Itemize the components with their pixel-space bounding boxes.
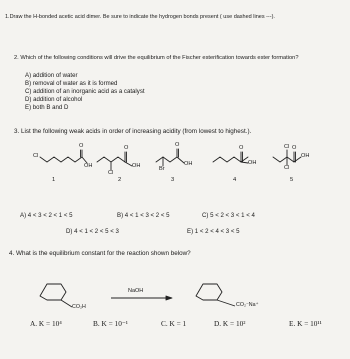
question-3-text: 3. List the following weak acids in order of increasing acidity (from lowest to highest.). bbox=[14, 128, 252, 135]
q4-choice-c: C. K = 1 bbox=[161, 319, 187, 328]
structure-number-3: 3 bbox=[171, 177, 175, 183]
structure-3-oh-label: OH bbox=[184, 161, 193, 167]
reactant-carboxyl-label: CO₂H bbox=[72, 304, 86, 310]
q3-answer-e: E) 1 < 2 < 4 < 3 < 5 bbox=[187, 228, 240, 235]
structure-5-o-label: O bbox=[292, 145, 297, 151]
q2-option-e: E) both B and D bbox=[25, 104, 69, 111]
q4-choice-b: B. K = 10⁻¹ bbox=[93, 319, 128, 328]
q3-answer-d: D) 4 < 1 < 2 < 5 < 3 bbox=[66, 228, 119, 235]
structure-number-1: 1 bbox=[52, 177, 56, 183]
structure-2-cl-label: Cl bbox=[108, 170, 114, 176]
q2-option-d: D) addition of alcohol bbox=[25, 96, 83, 103]
reagent-label: NaOH bbox=[128, 288, 144, 294]
structure-2-o-label: O bbox=[124, 145, 129, 151]
structure-1-cl-label: Cl bbox=[33, 153, 39, 159]
structure-number-4: 4 bbox=[233, 177, 237, 183]
q2-option-a: A) addition of water bbox=[25, 72, 78, 79]
structure-number-2: 2 bbox=[118, 177, 122, 183]
structure-4-o-label: O bbox=[239, 145, 244, 151]
structure-5-cl-bottom-label: Cl bbox=[284, 165, 290, 171]
question-1-text: 1.Draw the H-bonded acetic acid dimer. Be sure to indicate the hydrogen bonds present ( use dashed lines ---). bbox=[5, 14, 275, 20]
q2-option-b: B) removal of water as it is formed bbox=[25, 80, 118, 87]
structure-4-oh-label: OH bbox=[248, 160, 257, 166]
structure-5-oh-label: OH bbox=[301, 153, 310, 159]
question-4-text: 4. What is the equilibrium constant for the reaction shown below? bbox=[9, 250, 191, 257]
q4-choice-a: A. K = 10⁴ bbox=[30, 319, 62, 328]
structure-3-o-label: O bbox=[175, 142, 180, 148]
structure-3-br-label: Br bbox=[159, 166, 165, 172]
structure-5-cl-top-label: Cl bbox=[284, 144, 290, 150]
q3-answer-b: B) 4 < 1 < 3 < 2 < 5 bbox=[117, 212, 170, 219]
structure-number-5: 5 bbox=[290, 177, 294, 183]
structure-1-o-label: O bbox=[79, 143, 84, 149]
q4-choice-e: E. K = 10¹¹ bbox=[289, 319, 322, 328]
q2-option-c: C) addition of an inorganic acid as a catalyst bbox=[25, 88, 145, 95]
q3-answer-a: A) 4 < 3 < 2 < 1 < 5 bbox=[20, 212, 73, 219]
question-2-text: 2. Which of the following conditions will drive the equilibrium of the Fischer esterification towards ester formation? bbox=[14, 55, 299, 61]
q4-choice-d: D. K = 10² bbox=[214, 319, 246, 328]
product-carboxylate-label: CO₂⁻Na⁺ bbox=[236, 302, 259, 308]
q3-answer-c: C) 5 < 2 < 3 < 1 < 4 bbox=[202, 212, 255, 219]
structure-2-oh-label: OH bbox=[132, 163, 141, 169]
structure-1-oh-label: OH bbox=[84, 163, 93, 169]
